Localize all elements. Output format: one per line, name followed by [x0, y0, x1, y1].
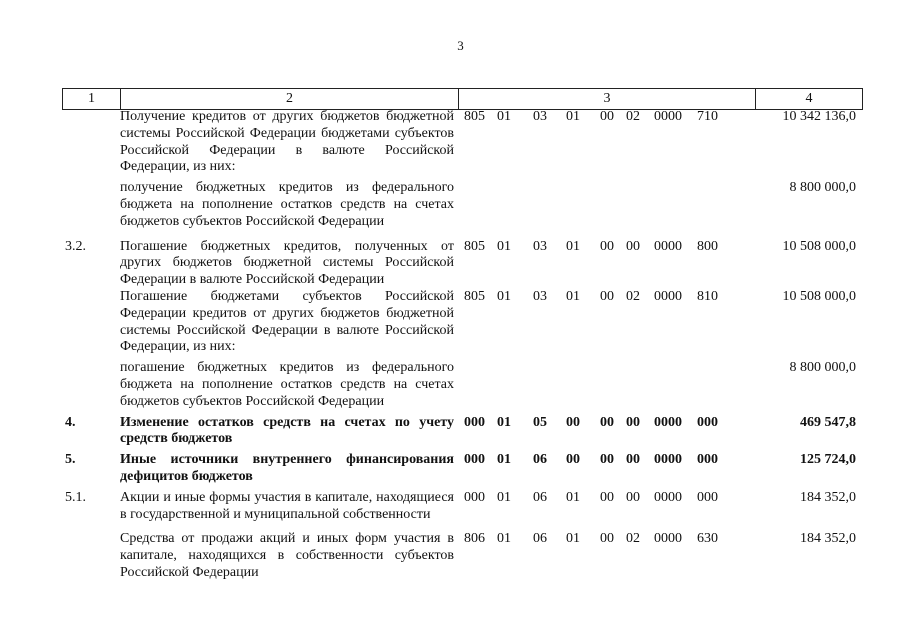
- code-article: 01: [566, 531, 580, 547]
- row-number: [62, 289, 120, 356]
- code-kosgu: 630: [697, 531, 718, 547]
- row-amount: 184 352,0: [800, 489, 856, 505]
- code-subgroup: 03: [533, 238, 547, 254]
- code-element: 02: [626, 531, 640, 547]
- code-kosgu: 000: [697, 414, 718, 430]
- code-program: 0000: [654, 288, 682, 304]
- code-element: 00: [626, 238, 640, 254]
- code-subgroup: 03: [533, 288, 547, 304]
- row-number: [62, 180, 120, 230]
- code-element: 02: [626, 109, 640, 124]
- row-amount: 469 547,8: [800, 414, 856, 430]
- table-row: [62, 490, 862, 524]
- code-kosgu: 000: [697, 452, 718, 468]
- code-group: 01: [497, 288, 511, 304]
- column-header-3: 3: [459, 89, 756, 110]
- code-subgroup: 03: [533, 109, 547, 124]
- code-element: 00: [626, 414, 640, 430]
- row-description: Средства от продажи акций и иных форм участия в капитале, находящихся в собственности субъектов Российской Федерации: [120, 531, 454, 580]
- row-amount: 8 800 000,0: [789, 180, 856, 196]
- code-element: 00: [626, 489, 640, 505]
- code-subgroup: 06: [533, 531, 547, 547]
- row-description: Изменение остатков средств на счетах по учету средств бюджетов: [120, 414, 454, 447]
- code-article: 00: [566, 452, 580, 468]
- row-description: Иные источники внутреннего финансирования дефицитов бюджетов: [120, 452, 454, 484]
- code-subgroup: [533, 360, 566, 410]
- page-number: 3: [457, 38, 464, 53]
- code-admin: 000: [464, 452, 485, 468]
- code-article: [566, 360, 600, 410]
- code-element: [626, 360, 654, 410]
- table-row: [62, 415, 862, 449]
- table-row: [62, 360, 862, 410]
- code-group: 01: [497, 109, 511, 124]
- column-header-4: 4: [756, 89, 863, 110]
- row-description: погашение бюджетных кредитов из федерального бюджета на пополнение остатков средств на счетах бюджетов субъектов Российской Федерации: [120, 360, 454, 409]
- code-article: [566, 180, 600, 230]
- code-subgroup: [533, 180, 566, 230]
- code-group: 01: [497, 414, 511, 430]
- table-row: [62, 239, 862, 289]
- code-program: 0000: [654, 238, 682, 254]
- code-subarticle: 00: [600, 452, 614, 468]
- table-row: [62, 180, 862, 230]
- row-number: [62, 360, 120, 410]
- table-row: [62, 452, 862, 486]
- row-description: Получение кредитов от других бюджетов бюджетной системы Российской Федерации бюджетами субъектов Российской Федерации в валюте Российской Федерации, из них:: [120, 109, 454, 175]
- code-group: [497, 180, 533, 230]
- row-description: Акции и иные формы участия в капитале, находящиеся в государственной и муниципальной собственности: [120, 489, 454, 522]
- code-subgroup: 06: [533, 489, 547, 505]
- code-admin: 806: [464, 531, 485, 547]
- code-group: 01: [497, 531, 511, 547]
- code-kosgu: 800: [697, 238, 718, 254]
- row-number: 5.1.: [65, 489, 86, 505]
- code-subgroup: 05: [533, 414, 547, 430]
- code-article: 01: [566, 489, 580, 505]
- code-group: [497, 360, 533, 410]
- row-description: Погашение бюджетами субъектов Российской Федерации кредитов от других бюджетов бюджетной системы Российской Федерации в валюте Российской Федерации, из них:: [120, 288, 454, 355]
- code-article: 01: [566, 238, 580, 254]
- code-program: 0000: [654, 452, 682, 468]
- column-header-2: 2: [121, 89, 459, 110]
- code-article: 01: [566, 109, 580, 124]
- code-admin: [458, 180, 497, 230]
- table-row: [62, 531, 862, 581]
- row-amount: 8 800 000,0: [789, 360, 856, 376]
- code-subgroup: 06: [533, 452, 547, 468]
- table-row: [62, 289, 862, 356]
- code-kosgu: 000: [697, 489, 718, 505]
- code-program: 0000: [654, 414, 682, 430]
- code-element: 02: [626, 288, 640, 304]
- code-subarticle: 00: [600, 109, 614, 124]
- code-admin: 805: [464, 288, 485, 304]
- code-admin: [458, 360, 497, 410]
- row-number: 5.: [65, 452, 76, 468]
- code-kosgu: [697, 360, 731, 410]
- code-admin: 000: [464, 414, 485, 430]
- code-subarticle: 00: [600, 238, 614, 254]
- code-subarticle: [600, 360, 626, 410]
- table-row: [62, 109, 862, 176]
- row-amount: 10 508 000,0: [782, 288, 856, 304]
- code-program: [654, 360, 697, 410]
- row-description: Погашение бюджетных кредитов, полученных от других бюджетов бюджетной системы Российской Федерации в валюте Российской Федерации: [120, 238, 454, 288]
- code-subarticle: 00: [600, 531, 614, 547]
- row-amount: 10 508 000,0: [782, 238, 856, 254]
- code-kosgu: 710: [697, 109, 718, 124]
- code-subarticle: 00: [600, 414, 614, 430]
- code-group: 01: [497, 452, 511, 468]
- row-number: 4.: [65, 414, 76, 430]
- code-kosgu: [697, 180, 731, 230]
- row-amount: 184 352,0: [800, 531, 856, 547]
- code-program: 0000: [654, 109, 682, 124]
- code-article: 00: [566, 414, 580, 430]
- code-article: 01: [566, 288, 580, 304]
- row-amount: 10 342 136,0: [782, 109, 856, 124]
- column-header-row: [62, 88, 863, 110]
- row-description: получение бюджетных кредитов из федерального бюджета на пополнение остатков средств на счетах бюджетов субъектов Российской Федерации: [120, 180, 454, 229]
- code-element: 00: [626, 452, 640, 468]
- code-program: [654, 180, 697, 230]
- code-element: [626, 180, 654, 230]
- column-header-1: 1: [63, 89, 121, 110]
- code-group: 01: [497, 489, 511, 505]
- code-admin: 805: [464, 109, 485, 124]
- row-amount: 125 724,0: [800, 452, 856, 468]
- code-subarticle: 00: [600, 288, 614, 304]
- row-number: 3.2.: [65, 238, 86, 254]
- code-subarticle: 00: [600, 489, 614, 505]
- code-program: 0000: [654, 531, 682, 547]
- code-group: 01: [497, 238, 511, 254]
- budget-table-body: [62, 109, 862, 582]
- code-program: 0000: [654, 489, 682, 505]
- code-kosgu: 810: [697, 288, 718, 304]
- code-admin: 805: [464, 238, 485, 254]
- code-admin: 000: [464, 489, 485, 505]
- code-subarticle: [600, 180, 626, 230]
- row-number: [62, 531, 120, 581]
- row-number: [62, 109, 120, 176]
